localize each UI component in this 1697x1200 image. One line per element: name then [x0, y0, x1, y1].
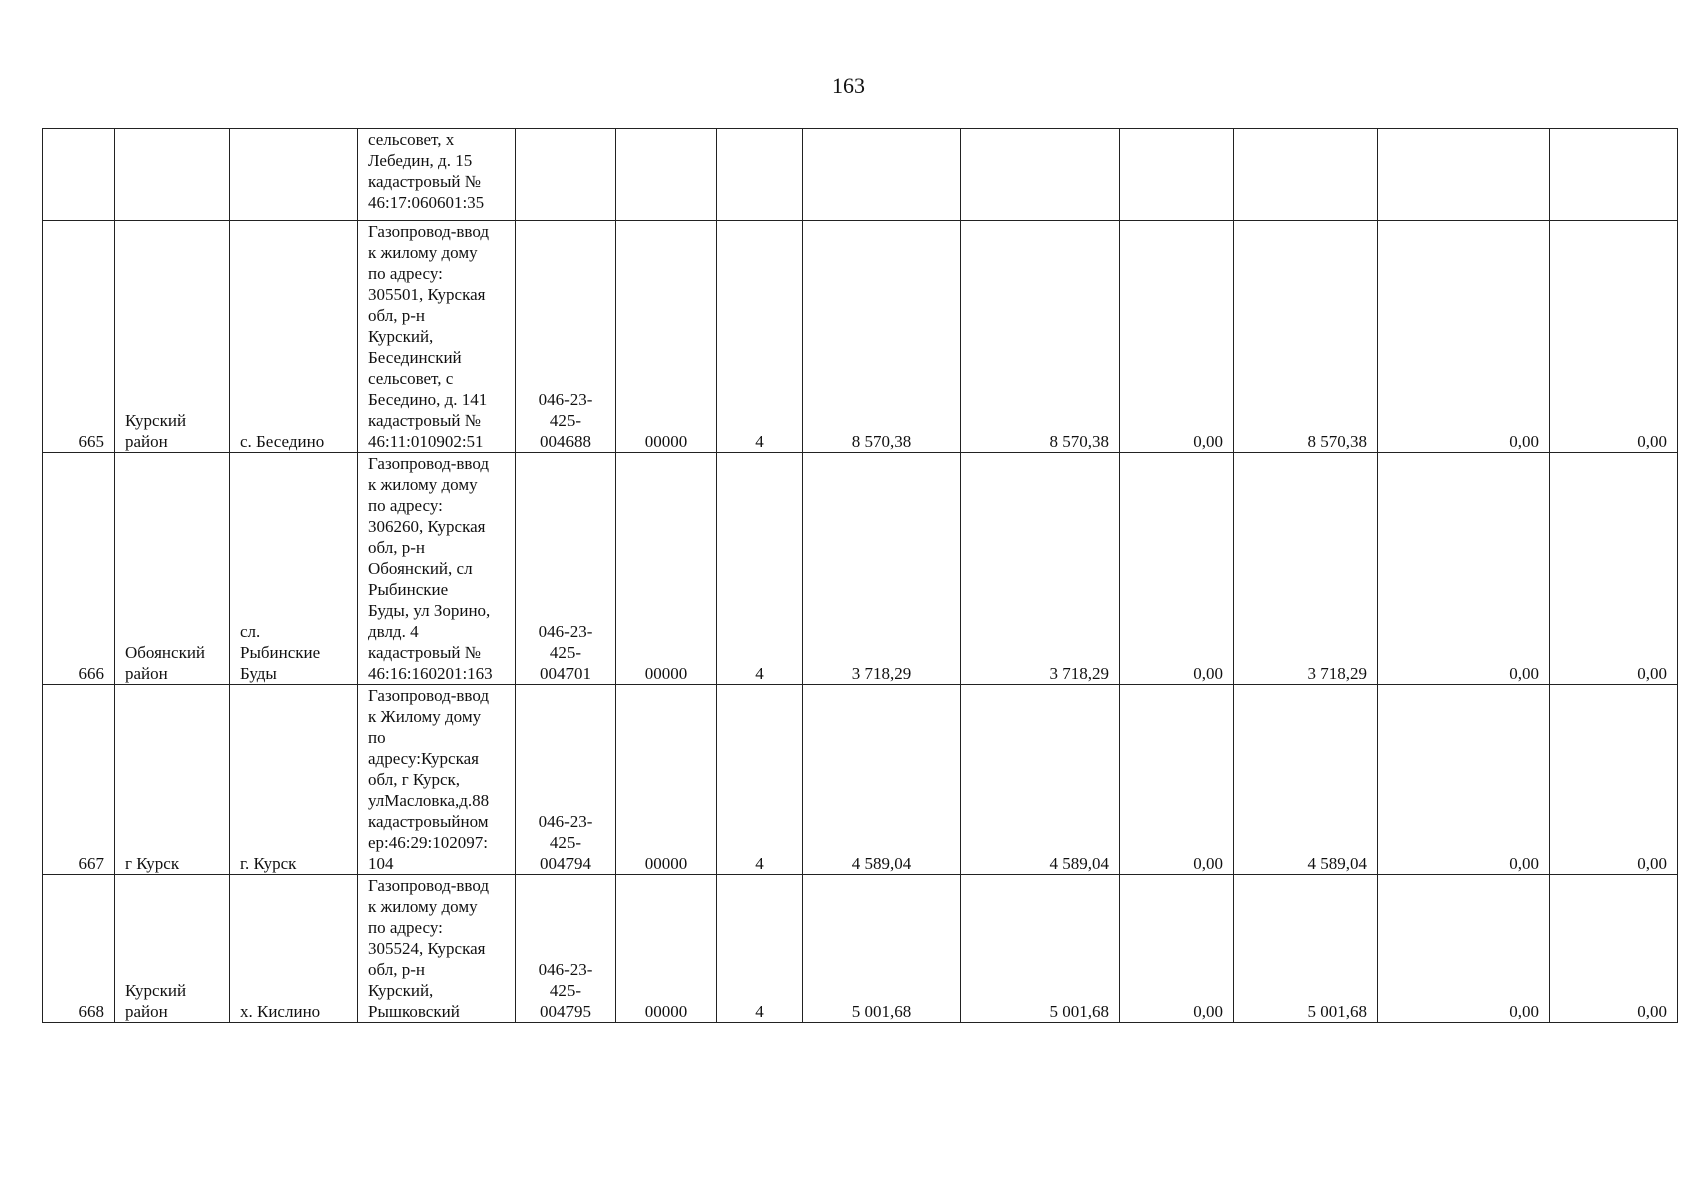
- cell-empty: [1120, 129, 1234, 221]
- cell-row-number: 666: [43, 453, 115, 685]
- cell-district: Обоянский район: [115, 453, 230, 685]
- cell-empty: [961, 129, 1120, 221]
- cell-value-4: 3 718,29: [1234, 453, 1378, 685]
- cell-value-6: 0,00: [1550, 685, 1678, 875]
- cell-description: Газопровод-ввод к жилому дому по адресу: 305524, Курская обл, р-н Курский, Рышковский: [358, 875, 516, 1023]
- cell-group: 4: [717, 875, 803, 1023]
- cell-district: г Курск: [115, 685, 230, 875]
- cell-group: 4: [717, 685, 803, 875]
- cell-locality: сл. Рыбинские Буды: [230, 453, 358, 685]
- cell-empty: [616, 129, 717, 221]
- cell-value-1: 5 001,68: [803, 875, 961, 1023]
- table-row: [43, 875, 1678, 1023]
- cell-value-4: 5 001,68: [1234, 875, 1378, 1023]
- cell-empty: [1234, 129, 1378, 221]
- cell-value-5: 0,00: [1378, 453, 1550, 685]
- table-row-continuation: [43, 129, 1678, 221]
- cell-row-number: 668: [43, 875, 115, 1023]
- cell-value-3: 0,00: [1120, 685, 1234, 875]
- cell-value-1: 3 718,29: [803, 453, 961, 685]
- cell-empty: [1550, 129, 1678, 221]
- registry-table: [42, 128, 1678, 1023]
- cell-row-number: 667: [43, 685, 115, 875]
- cell-description: Газопровод-ввод к жилому дому по адресу: 305501, Курская обл, р-н Курский, Бесединский сельсовет, с Беседино, д. 141 кадастровый № 46:11:010902:51: [358, 221, 516, 453]
- cell-description: [358, 129, 516, 221]
- cell-value-5: 0,00: [1378, 221, 1550, 453]
- cell-inventory-number: 046-23- 425- 004701: [516, 453, 616, 685]
- table-row: [43, 453, 1678, 685]
- cell-value-2: 3 718,29: [961, 453, 1120, 685]
- cell-locality: г. Курск: [230, 685, 358, 875]
- cell-value-2: 8 570,38: [961, 221, 1120, 453]
- cell-value-1: 8 570,38: [803, 221, 961, 453]
- cell-group: 4: [717, 453, 803, 685]
- cell-value-2: 4 589,04: [961, 685, 1120, 875]
- cell-value-6: 0,00: [1550, 875, 1678, 1023]
- cell-group: 4: [717, 221, 803, 453]
- cell-empty: [717, 129, 803, 221]
- cell-empty: [516, 129, 616, 221]
- cell-value-5: 0,00: [1378, 875, 1550, 1023]
- cell-value-1: 4 589,04: [803, 685, 961, 875]
- cell-value-2: 5 001,68: [961, 875, 1120, 1023]
- cell-code: 00000: [616, 875, 717, 1023]
- cell-row-number: 665: [43, 221, 115, 453]
- cell-empty: [115, 129, 230, 221]
- cell-inventory-number: 046-23- 425- 004795: [516, 875, 616, 1023]
- cell-code: 00000: [616, 685, 717, 875]
- cell-empty: [1378, 129, 1550, 221]
- cell-empty: [803, 129, 961, 221]
- page-number: 163: [832, 73, 865, 98]
- cell-value-3: 0,00: [1120, 221, 1234, 453]
- cell-value-6: 0,00: [1550, 221, 1678, 453]
- cell-inventory-number: 046-23- 425- 004688: [516, 221, 616, 453]
- cell-empty: [230, 129, 358, 221]
- cell-inventory-number: 046-23- 425- 004794: [516, 685, 616, 875]
- cell-value-3: 0,00: [1120, 453, 1234, 685]
- cell-value-4: 4 589,04: [1234, 685, 1378, 875]
- cell-district: Курский район: [115, 875, 230, 1023]
- cell-code: 00000: [616, 221, 717, 453]
- cell-value-5: 0,00: [1378, 685, 1550, 875]
- cell-description: Газопровод-ввод к жилому дому по адресу: 306260, Курская обл, р-н Обоянский, сл Рыбинские Буды, ул Зорино, двлд. 4 кадастровый № 46:16:160201:163: [358, 453, 516, 685]
- table-row: [43, 685, 1678, 875]
- cell-district: Курский район: [115, 221, 230, 453]
- cell-value-6: 0,00: [1550, 453, 1678, 685]
- cell-locality: с. Беседино: [230, 221, 358, 453]
- cell-value-4: 8 570,38: [1234, 221, 1378, 453]
- cell-description: Газопровод-ввод к Жилому дому по адресу:Курская обл, г Курск, улМасловка,д.88 кадастровыйном ер:46:29:102097: 104: [358, 685, 516, 875]
- table-row: [43, 221, 1678, 453]
- cell-value-3: 0,00: [1120, 875, 1234, 1023]
- continuation-text: сельсовет, х Лебедин, д. 15 кадастровый № 46:17:060601:35: [368, 130, 485, 212]
- cell-code: 00000: [616, 453, 717, 685]
- cell-locality: х. Кислино: [230, 875, 358, 1023]
- cell-empty: [43, 129, 115, 221]
